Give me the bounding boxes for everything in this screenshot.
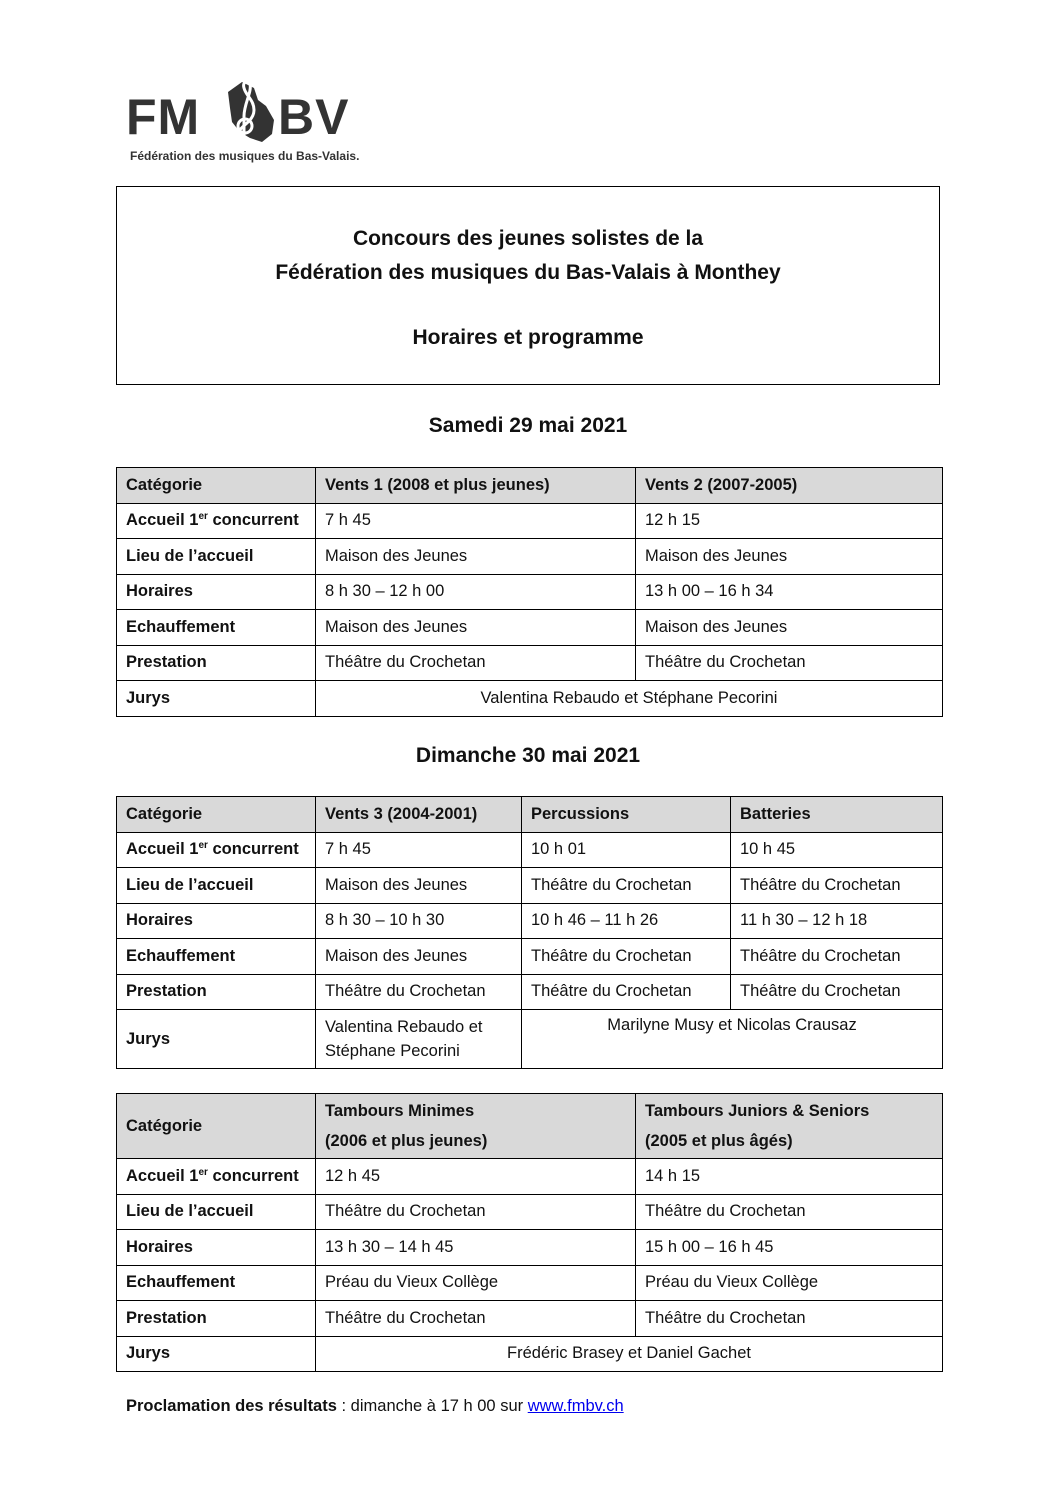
row-label-accueil: Accueil 1er concurrent (117, 1159, 316, 1195)
treble-clef-map-icon (214, 76, 278, 156)
table-row (117, 797, 943, 833)
table-row (117, 1194, 943, 1230)
table-row (117, 1265, 943, 1301)
table-row (117, 939, 943, 975)
table-cell: Théâtre du Crochetan (636, 1194, 943, 1230)
table-cell: 13 h 00 – 16 h 34 (636, 574, 943, 610)
title-line-2: Fédération des musiques du Bas-Valais à Monthey (275, 261, 781, 284)
table-cell: 14 h 15 (636, 1159, 943, 1195)
table-row (117, 1094, 943, 1159)
row-label-jurys: Jurys (117, 1336, 316, 1372)
dimanche-table (116, 796, 943, 1069)
table-cell: Théâtre du Crochetan (316, 1194, 636, 1230)
table-row (117, 1336, 943, 1372)
dimanche-heading: Dimanche 30 mai 2021 (415, 744, 641, 767)
table-row (117, 1159, 943, 1195)
table-cell: Théâtre du Crochetan (316, 645, 636, 681)
fmbv-logo (126, 76, 366, 166)
fmbv-website-link[interactable]: www.fmbv.ch (527, 1397, 624, 1415)
row-label-accueil: Accueil 1er concurrent (117, 832, 316, 868)
table-cell: 15 h 00 – 16 h 45 (636, 1230, 943, 1266)
row-label-lieu: Lieu de l’accueil (117, 1194, 316, 1230)
row-label-jurys: Jurys (117, 681, 316, 717)
table-cell: Maison des Jeunes (636, 610, 943, 646)
table-cell: 12 h 15 (636, 503, 943, 539)
table-cell: Maison des Jeunes (636, 539, 943, 575)
table-cell: Maison des Jeunes (316, 939, 522, 975)
table-row (117, 903, 943, 939)
row-label-jurys: Jurys (117, 1010, 316, 1069)
row-label-accueil: Accueil 1er concurrent (117, 503, 316, 539)
table-cell: Théâtre du Crochetan (522, 974, 731, 1010)
table-cell: 7 h 45 (316, 503, 636, 539)
logo-subtitle: Fédération des musiques du Bas-Valais. (130, 149, 360, 163)
table-row (117, 610, 943, 646)
table-cell: Maison des Jeunes (316, 868, 522, 904)
table-cell: Préau du Vieux Collège (636, 1265, 943, 1301)
row-label-horaires: Horaires (117, 903, 316, 939)
table-row (117, 1301, 943, 1337)
row-label-prestation: Prestation (117, 1301, 316, 1337)
footer-text: : dimanche à 17 h 00 sur (336, 1397, 528, 1415)
row-label-categorie: Catégorie (117, 468, 316, 504)
samedi-heading: Samedi 29 mai 2021 (428, 414, 628, 437)
table-row (117, 645, 943, 681)
table-row (117, 832, 943, 868)
table-row (117, 1230, 943, 1266)
table-cell: 11 h 30 – 12 h 18 (731, 903, 943, 939)
results-announcement (126, 1397, 624, 1416)
table-cell: 7 h 45 (316, 832, 522, 868)
logo-right-text: BV (278, 89, 350, 145)
tambours-table (116, 1093, 943, 1372)
logo-left-text: FM (126, 89, 201, 145)
table-cell: Théâtre du Crochetan (636, 1301, 943, 1337)
table-cell: Valentina Rebaudo et Stéphane Pecorini (316, 1010, 522, 1069)
title-line-3: Horaires et programme (412, 326, 644, 349)
table-cell: Préau du Vieux Collège (316, 1265, 636, 1301)
table-cell: Théâtre du Crochetan (316, 1301, 636, 1337)
row-label-echauffement: Echauffement (117, 1265, 316, 1301)
table-cell: 8 h 30 – 10 h 30 (316, 903, 522, 939)
table-cell: Vents 2 (2007-2005) (636, 468, 943, 504)
row-label-horaires: Horaires (117, 574, 316, 610)
table-cell: Valentina Rebaudo et Stéphane Pecorini (316, 681, 943, 717)
table-cell: Théâtre du Crochetan (731, 868, 943, 904)
table-cell: Maison des Jeunes (316, 539, 636, 575)
row-label-prestation: Prestation (117, 645, 316, 681)
table-cell: 10 h 01 (522, 832, 731, 868)
table-cell: 10 h 46 – 11 h 26 (522, 903, 731, 939)
table-cell: Marilyne Musy et Nicolas Crausaz (522, 1010, 943, 1069)
table-cell: 13 h 30 – 14 h 45 (316, 1230, 636, 1266)
table-cell: Théâtre du Crochetan (522, 939, 731, 975)
table-row (117, 1010, 943, 1069)
table-row (117, 681, 943, 717)
table-cell: Frédéric Brasey et Daniel Gachet (316, 1336, 943, 1372)
row-label-echauffement: Echauffement (117, 939, 316, 975)
row-label-prestation: Prestation (117, 974, 316, 1010)
table-cell: Théâtre du Crochetan (522, 868, 731, 904)
table-cell: Maison des Jeunes (316, 610, 636, 646)
table-cell: 10 h 45 (731, 832, 943, 868)
table-cell: Tambours Minimes (2006 et plus jeunes) (316, 1094, 636, 1159)
table-row (117, 574, 943, 610)
table-cell: Vents 3 (2004-2001) (316, 797, 522, 833)
title-line-1: Concours des jeunes solistes de la (352, 227, 704, 250)
row-label-lieu: Lieu de l’accueil (117, 539, 316, 575)
table-row (117, 974, 943, 1010)
table-cell: 12 h 45 (316, 1159, 636, 1195)
table-row (117, 468, 943, 504)
table-cell: Batteries (731, 797, 943, 833)
table-cell: Théâtre du Crochetan (316, 974, 522, 1010)
table-cell: Théâtre du Crochetan (636, 645, 943, 681)
table-cell: Percussions (522, 797, 731, 833)
table-row (117, 539, 943, 575)
table-cell: Théâtre du Crochetan (731, 974, 943, 1010)
table-cell: Vents 1 (2008 et plus jeunes) (316, 468, 636, 504)
footer-bold-label: Proclamation des résultats (126, 1397, 337, 1415)
samedi-table (116, 467, 943, 717)
title-box (116, 186, 940, 385)
row-label-categorie: Catégorie (117, 797, 316, 833)
table-row (117, 868, 943, 904)
table-cell: Tambours Juniors & Seniors (2005 et plus âgés) (636, 1094, 943, 1159)
table-row (117, 503, 943, 539)
table-cell: 8 h 30 – 12 h 00 (316, 574, 636, 610)
row-label-horaires: Horaires (117, 1230, 316, 1266)
row-label-echauffement: Echauffement (117, 610, 316, 646)
row-label-categorie: Catégorie (117, 1094, 316, 1159)
table-cell: Théâtre du Crochetan (731, 939, 943, 975)
row-label-lieu: Lieu de l’accueil (117, 868, 316, 904)
